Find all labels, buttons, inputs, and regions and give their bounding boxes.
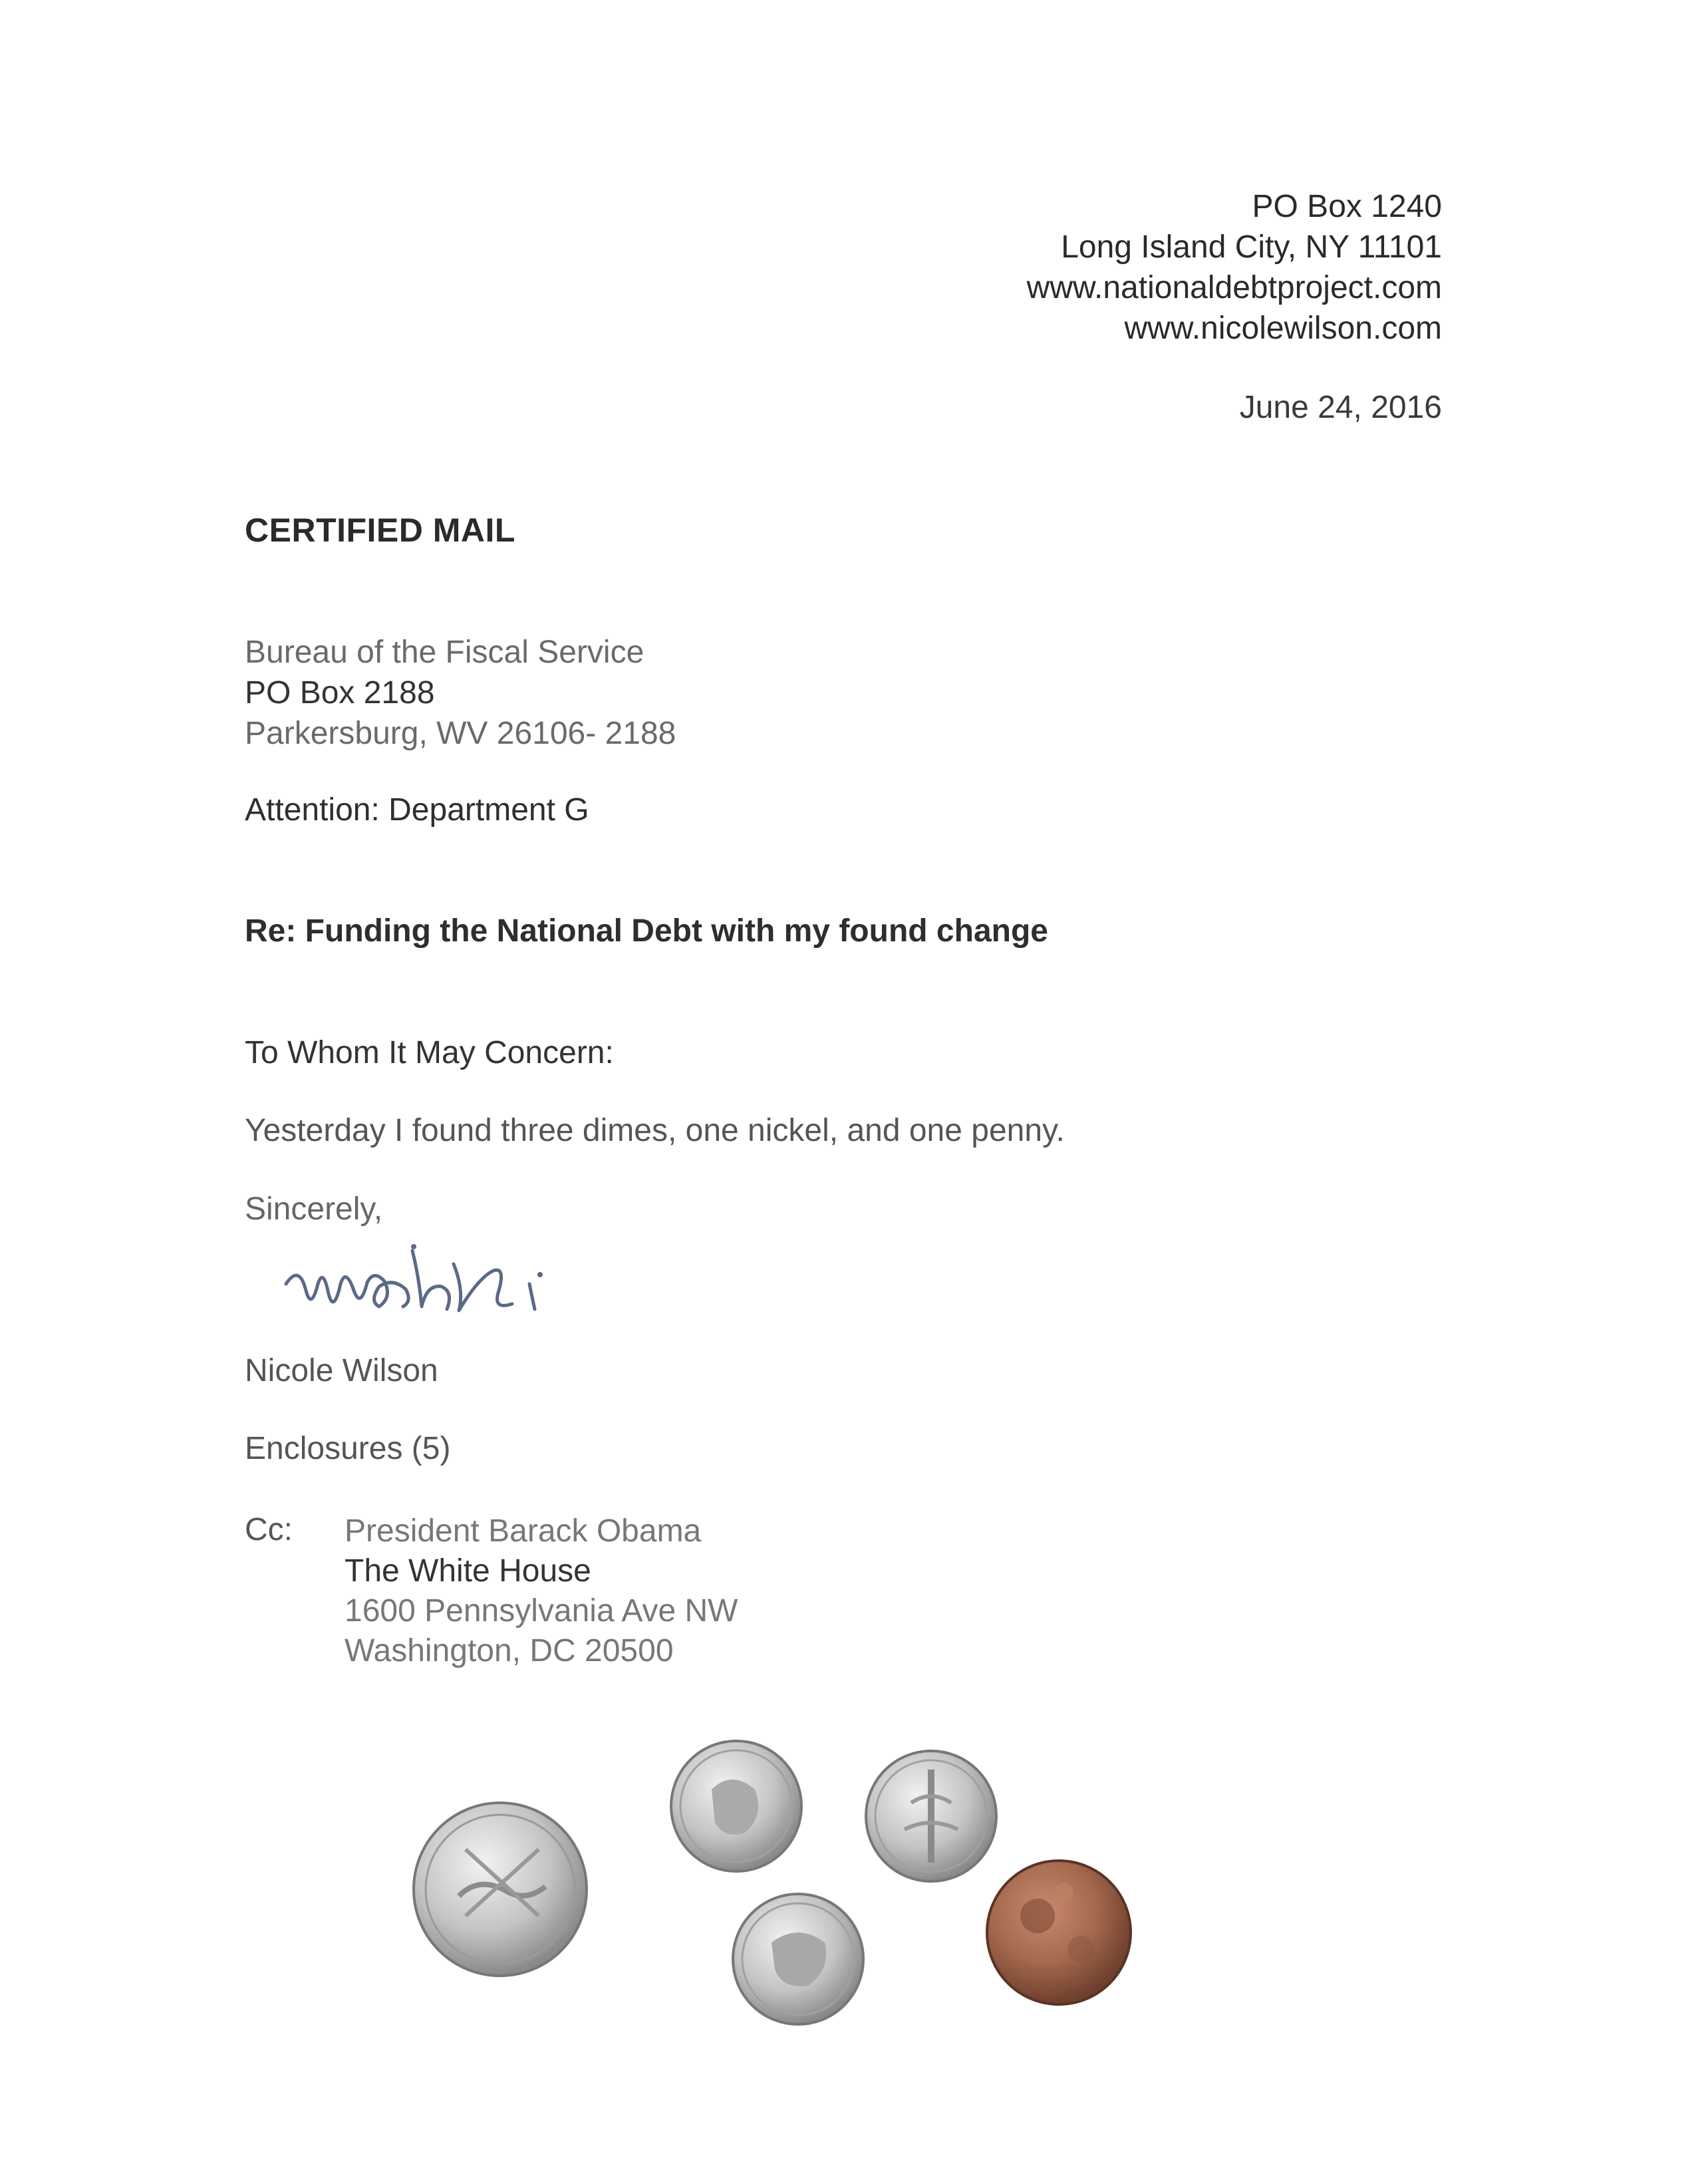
recipient-name: Bureau of the Fiscal Service xyxy=(245,635,644,670)
signer-name: Nicole Wilson xyxy=(245,1353,438,1388)
enclosures-note: Enclosures (5) xyxy=(245,1431,451,1466)
cc-address-line3: 1600 Pennsylvania Ave NW xyxy=(345,1593,738,1629)
sender-website-national-debt[interactable]: www.nationaldebtproject.com xyxy=(1026,270,1442,305)
cc-name: President Barack Obama xyxy=(345,1513,702,1549)
dime-coin-icon xyxy=(866,1751,996,1881)
sender-address-line2: Long Island City, NY 11101 xyxy=(1061,230,1442,265)
cc-label: Cc: xyxy=(245,1512,293,1547)
dime-coin-icon xyxy=(671,1741,801,1871)
letter-date: June 24, 2016 xyxy=(1239,390,1442,425)
nickel-coin-icon xyxy=(414,1803,587,1976)
handwritten-signature xyxy=(279,1237,625,1337)
letter-body: Yesterday I found three dimes, one nickel, and one penny. xyxy=(245,1113,1065,1148)
dime-coin-icon xyxy=(733,1894,863,2024)
cc-address-block xyxy=(345,1511,738,1671)
penny-coin-icon xyxy=(987,1861,1131,2004)
cc-address-line2: The White House xyxy=(345,1553,591,1589)
recipient-address-line2: Parkersburg, WV 26106- 2188 xyxy=(245,716,676,751)
sender-website-nicole-wilson[interactable]: www.nicolewilson.com xyxy=(1124,311,1442,346)
attention-line: Attention: Department G xyxy=(245,792,589,828)
subject-line: Re: Funding the National Debt with my found change xyxy=(245,913,1048,949)
enclosed-coins xyxy=(0,1716,1696,2089)
closing: Sincerely, xyxy=(245,1191,383,1227)
salutation: To Whom It May Concern: xyxy=(245,1035,614,1070)
recipient-address-line1: PO Box 2188 xyxy=(245,675,435,710)
sender-address-line1: PO Box 1240 xyxy=(1252,189,1442,224)
delivery-method-heading: CERTIFIED MAIL xyxy=(245,512,515,549)
cc-address-line4: Washington, DC 20500 xyxy=(345,1633,674,1668)
sender-address-block xyxy=(1027,186,1442,349)
recipient-address-block xyxy=(245,632,676,754)
